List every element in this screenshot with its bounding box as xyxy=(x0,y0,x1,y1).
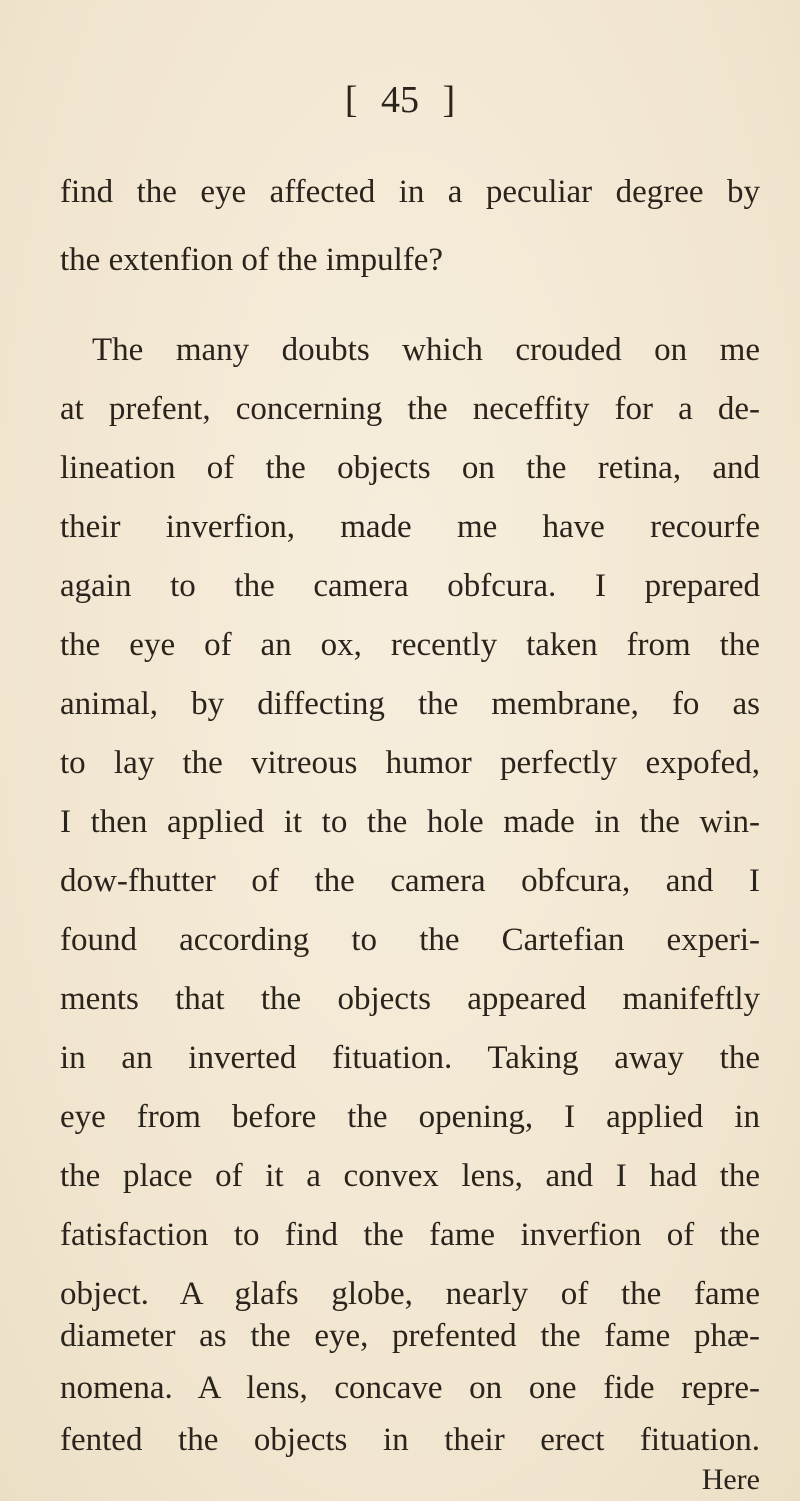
catchword: Here xyxy=(701,1463,760,1496)
text-line: nomena. A lens, concave on one fide repre- xyxy=(60,1370,760,1406)
text-line: fatisfaction to find the fame inverfion of the xyxy=(60,1217,760,1253)
text-line: fented the objects in their erect fituation. xyxy=(60,1422,760,1458)
text-line: the place of it a convex lens, and I had the xyxy=(60,1158,760,1194)
text-line: again to the camera obfcura. I prepared xyxy=(60,568,760,604)
text-line: dow-fhutter of the camera obfcura, and I xyxy=(60,863,760,899)
text-line: the extenfion of the impulfe? xyxy=(60,242,444,278)
page-number: 45 xyxy=(381,79,419,121)
text-line: to lay the vitreous humor perfectly expofed, xyxy=(60,745,760,781)
bracket-open: [ xyxy=(344,79,358,121)
text-line: I then applied it to the hole made in the win- xyxy=(60,804,760,840)
text-line: lineation of the objects on the retina, and xyxy=(60,450,760,486)
bracket-close: ] xyxy=(442,79,456,121)
text-line: their inverfion, made me have recourfe xyxy=(60,509,760,545)
text-line: object. A glafs globe, nearly of the fame xyxy=(60,1276,760,1312)
text-line: ments that the objects appeared manifeftly xyxy=(60,981,760,1017)
text-line: diameter as the eye, prefented the fame phæ- xyxy=(60,1318,760,1354)
paragraph-first-line: The many doubts which crouded on me xyxy=(92,332,760,368)
text-line: at prefent, concerning the neceffity for a de- xyxy=(60,391,760,427)
text-line: eye from before the opening, I applied in xyxy=(60,1099,760,1135)
text-line: animal, by diffecting the membrane, fo as xyxy=(60,686,760,722)
text-line: in an inverted fituation. Taking away the xyxy=(60,1040,760,1076)
text-line: the eye of an ox, recently taken from the xyxy=(60,627,760,663)
text-line: found according to the Cartefian experi- xyxy=(60,922,760,958)
text-line: find the eye affected in a peculiar degree by xyxy=(60,174,760,210)
